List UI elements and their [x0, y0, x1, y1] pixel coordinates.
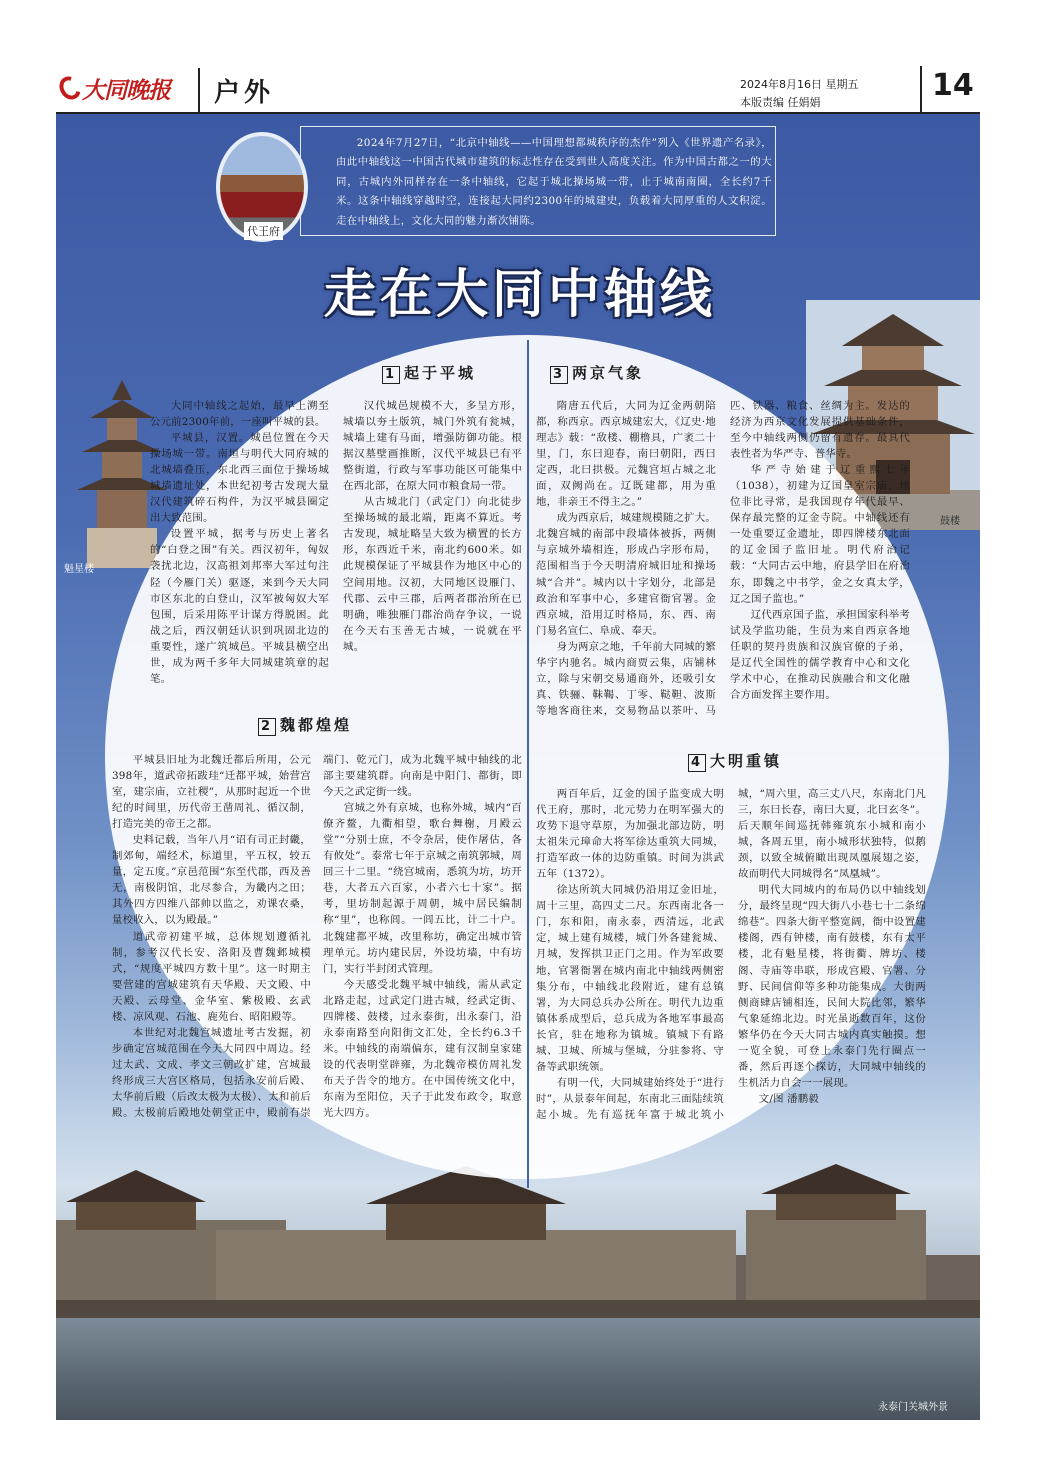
section-title-text: 大明重镇: [710, 752, 783, 770]
paragraph: 徐达所筑大同城仍沿用辽金旧址，周十三里，高四丈二尺。东西南北各一门，东和阳，南永泰，西清远，北武定，城上建有城楼，城门外各建瓮城、月城，发挥拱卫正门之用。作为军政要地，官署衙署在城内南北中轴线两侧密集分布，中轴线北段附近，建有总镇署，为大同总兵办公所在。明代九边重镇体系成型后，总兵成为各地军事最高长官，驻在地称为镇城。镇城下有路城、卫城、所城与堡城，分驻参将、守备等武职统领。: [536, 884, 724, 1073]
section-number: 1: [382, 366, 400, 384]
section-number: 4: [688, 754, 706, 772]
column-divider: [527, 340, 529, 1188]
paragraph: 辽代西京国子监，承担国家科举考试及学监功能，生员为来自西京各地任职的契丹贵族和汉族官僚的子弟，是辽代全国性的儒学教育中心和文化学术中心，在推动民族融合和文化融合方面发挥主要作用。: [730, 608, 910, 701]
section-label: 户外: [214, 78, 275, 108]
masthead-logo: [60, 70, 180, 106]
main-title: 走在大同中轴线: [323, 264, 716, 325]
paragraph: 有明一代，大同城建始终处于“进行时”，从景泰年间起，东南北三面陆续筑起小城。先有巡抚年富于城北筑小城，“周六里，高三丈八尺，东南北门凡三，东曰长春，南曰大夏，北曰玄冬”。后天顺年间巡抚韩雍筑东小城和南小城，各周五里，南小城形状独特，似鹅颈，以致全城俯瞰出现凤凰展翅之姿，故而明代大同城得名“凤凰城”。: [536, 788, 926, 1121]
page-number: 14: [932, 68, 974, 103]
intro-paragraph: 2024年7月27日，“北京中轴线——中国理想都城秩序的杰作”列入《世界遗产名录》，由此中轴线这一中国古代城市建筑的标志性存在受到世人高度关注。作为中国古都之一的大同，古城内外同样存在一条中轴线，它起于城北操场城一带，止于城南南圈，全长约7千米。这条中轴线穿越时空，连接起大同约2300年的城建史，负载着大同厚重的人文积淀。走在中轴线上，文化大同的魅力渐次铺陈。: [336, 137, 772, 227]
moat-water: [56, 1318, 980, 1420]
paragraph: 平城县旧址为北魏迁都后所用，公元398年，道武帝拓跋珪“迁都平城，始营宫室，建宗庙，立社稷”，从那时起近一个世纪的时间里，历代帝王凿周礼、循汉制，打造完美的帝王之都。: [112, 754, 311, 831]
section-title-text: 两京气象: [572, 364, 645, 382]
paragraph: 平城县，汉置。城邑位置在今天操场城一带。南垣与明代大同府城的北城墙叠压，东北西三面位于操场城城墙遗址处，本世纪初考古发现大量汉代建筑碎石构件，为汉平城县圈定出大致范围。: [150, 432, 329, 525]
paragraph: 道武帝初建平城，总体规划遵循礼制，参考汉代长安、洛阳及曹魏邺城模式，“规度平城四方数十里”。这一时期主要营建的宫城建筑有天华殿、天文殿、中天殿、云母堂、金华室、紫极殿、玄武楼、凉风观、石池、鹿苑台、昭阳殿等。: [112, 930, 311, 1023]
date-line: 2024年8月16日 星期五: [740, 78, 859, 91]
section-title-text: 起于平城: [404, 364, 477, 382]
section-4-title: [688, 750, 782, 772]
masthead-text: 大同晚报: [82, 77, 170, 104]
section-2-body: [112, 752, 522, 1172]
section-4-body: [536, 786, 926, 1186]
paragraph: 史料记载，当年八月“诏有司正封畿，制郊甸，端经术，标道里，平五权，较五量，定五度。”京邑范围“东至代郡，西及善无，南极阴馆，北尽参合，为畿内之田；其外四方四维八部帅以监之，劝课农桑，量校收入，以为殿最。”: [112, 834, 311, 927]
paragraph: 从古城北门（武定门）向北徒步至操场城的最北端，距离不算近。考古发现，城址略呈大致为横置的长方形，东西近千米，南北约600米。如此规模保证了平城县作为地区中心的空间用地。汉初，大同地区设雁门、代郡、云中三郡，后两者郡治所在已明确，唯独雁门郡治尚存争议，一说在今天右玉善无古城，一说就在平城。: [343, 496, 522, 653]
paragraph: 两百年后，辽金的国子监变成大明代王府，那时，北元势力在明军强大的攻势下退守草原，为加强北部边防，明太祖朱元璋命大将军徐达重筑大同城，打造军政一体的边防重镇。时间为洪武五年（1372）。: [536, 788, 724, 881]
paragraph: 华严寺始建于辽重熙七年（1038），初建为辽国皇室宗庙，地位非比寻常，是我国现存年代最早、保存最完整的辽金寺院。中轴线还有一处重要辽金遗址，即四牌楼东北面的辽金国子监旧址。明代府治记载：“大同古云中地，府县学旧在府治东，即魏之中书学，金之女真太学，辽之国子监也。”: [730, 464, 910, 605]
section-1-title: [382, 362, 476, 384]
paragraph: 身为两京之地，千年前大同城的繁华宇内驰名。城内商贾云集，店铺林立，除与宋朝交易通商外，还吸引女真、铁骊、靺鞨、丁零、鞑靼、波斯等地客商往来，交易物品以茶叶、马匹、铁器、粮食、丝绸为主。发达的经济为西京文化发展提供基础条件，至今中轴线两侧仍留有遗存。最具代表性者为华严寺、普华寺。: [536, 400, 910, 717]
section-title-text: 魏都煌煌: [280, 716, 353, 734]
section-3-body: [536, 398, 910, 758]
paragraph: 宫城之外有京城，也称外城，城内“百僚齐鳌，九衢相望，歌台舞榭，月殿云堂”“分别士庶，不令杂居，使作屠估，各有攸处”。泰常七年于京城之南筑郭城，周回三十二里。“绕宫城南，悉筑为坊，坊开巷，大者五六百家，小者六七十家”。据考，里坊制起源于周朝，城中居民编制称“里”，也称闾。一闾五比，计二十户。北魏建都平城，改里称坊，确定出城市管理单元。坊内建民居，外设坊墙，中有坊门，实行半封闭式管理。: [323, 802, 522, 975]
section-number: 2: [258, 718, 276, 736]
paragraph: 成为西京后，城建规模随之扩大。北魏宫城的南部中段墙体被拆，两侧与京城外墙相连，形成凸字形布局，范围相当于今天明清府城旧址和操场城“合并”。城内以十字划分，北部是政治和军事中心，多建官衙官署。金西京城，沿用辽时格局，东、西、南门易名宣仁、阜成、奉天。: [536, 512, 716, 637]
section-number: 3: [550, 366, 568, 384]
section-3-title: [550, 362, 644, 384]
author-credit: 文/图 潘鹏毅: [758, 1092, 819, 1105]
header-divider: [920, 66, 922, 112]
paragraph: 今天感受北魏平城中轴线，需从武定北路走起，过武定门进古城，经武定街、四牌楼、鼓楼，过永泰街，出永泰门，沿永泰南路至向阳街文汇处，全长约6.3千米。中轴线的南端偏东，建有汉制皇家建设的代表明堂辟雍，为北魏帝模仿周礼发布天子告令的地方。在中国传统文化中，东南为至阳位，天子于此发布政令，取意光大四方。: [323, 978, 522, 1120]
section-1-body: [150, 398, 522, 698]
paragraph: 大同中轴线之起始，最早上溯至公元前2300年前，一座叫平城的县。: [150, 400, 329, 429]
paragraph: 设置平城，据考与历史上著名的“白登之围”有关。西汉初年，匈奴袭扰北边，汉高祖刘邦率大军过句注陉（今雁门关）驱逐，来到今天大同市区东北的白登山，汉军被匈奴大军包围，后采用陈平计谋方得脱困。此战之后，西汉朝廷认识到巩固北边的重要性，遂广筑城邑。平城县横空出世，成为两千多年大同城建筑章的起笔。: [150, 528, 329, 685]
drum-tower-caption: 鼓楼: [940, 516, 960, 527]
paragraph: 隋唐五代后，大同为辽金两朝陪都，称西京。西京城建宏大，《辽史·地理志》载：“敌楼、棚橹具，广袤二十里，门，东曰迎春，南曰朝阳，西曰定西，北曰拱极。元魏宫垣占城之北面，双阙尚在。辽既建都，用为重地，非亲王不得主之。”: [536, 400, 716, 509]
section-2-title: [258, 714, 352, 736]
paragraph: 明代大同城内的布局仍以中轴线划分，最终呈现“四大街八小巷七十二条绵绵巷”。四条大街平整宽阔，衙中设置建楼阁，西有钟楼，南有鼓楼，东有太平楼，北有魁星楼，将街衢、牌坊、楼阁、寺庙等串联，形成宫殿、官署、分野、民间信仰等多种功能集成。大街两侧商肆店铺相连，民间大院比邻，繁华气象延绵北边。时光虽逝数百年，这份繁华仍在今天大同古城内真实触摸。想一览全貌，可登上永泰门先行圈点一番，然后再逐个探访，大同城中轴线的生机活力自会一一展现。: [738, 884, 926, 1089]
header-divider: [198, 68, 200, 112]
paragraph: 汉代城邑规模不大，多呈方形，城墙以夯土版筑，城门外筑有瓮城，城墙上建有马面，增强防御功能。根据汉墓壁画推断，汉代平城县已有平整街道，行政与军事功能区可能集中在西北部，在原大同市粮食局一带。: [343, 400, 522, 493]
editor-line: 本版责编 任娟娟: [740, 96, 821, 109]
kuixing-caption: 魁星楼: [64, 564, 94, 575]
logo-swirl-icon: [55, 73, 84, 104]
prince-mansion-caption: 代王府: [244, 222, 283, 240]
yongtai-caption: 永泰门关城外景: [878, 1402, 948, 1413]
paragraph: 本世纪对北魏宫城遗址考古发掘，初步确定宫城范围在今天大同四中周边。经过太武、文成、孝文三朝改扩建，宫城最终形成三大宫区格局，包括永安前后殿、太华前后殿（后改太极为太极）、太和前后殿。太极前后殿地处朝堂正中，殿前有崇端门、乾元门，成为北魏平城中轴线的北部主要建筑群。向南是中阳门、都街，即今天之武定街一线。: [112, 754, 522, 1120]
